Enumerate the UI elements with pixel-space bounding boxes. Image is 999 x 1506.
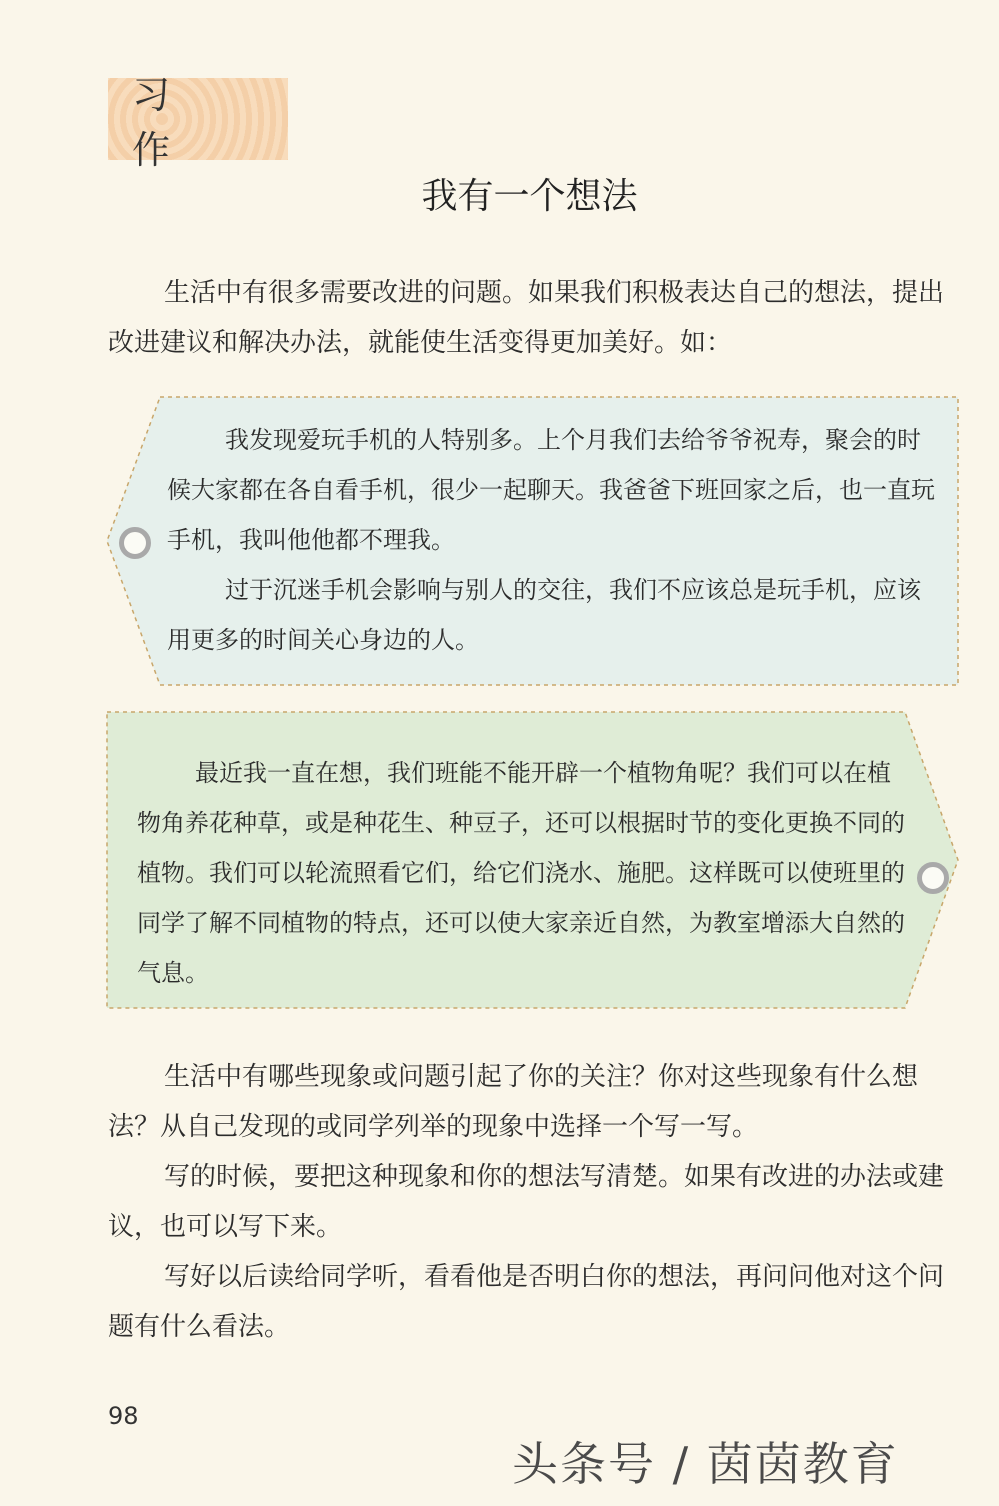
example-paragraph: 我发现爱玩手机的人特别多。上个月我们去给爷爷祝寿，聚会的时候大家都在各自看手机，很少一起聊天。我爸爸下班回家之后，也一直玩手机，我叫他他都不理我。	[167, 426, 935, 554]
section-badge	[108, 73, 288, 172]
tag-hole-icon	[119, 527, 151, 559]
instruction-paragraph: 写的时候，要把这种现象和你的想法写清楚。如果有改进的办法或建议，也可以写下来。	[108, 1162, 945, 1242]
example-paragraph: 过于沉迷手机会影响与别人的交往，我们不应该总是玩手机，应该用更多的时间关心身边的人。	[167, 576, 921, 654]
watermark: 头条号 / 茵茵教育	[512, 1437, 899, 1491]
page-number: 98	[108, 1402, 139, 1430]
instruction-paragraph: 写好以后读给同学听，看看他是否明白你的想法，再问问他对这个问题有什么看法。	[108, 1262, 945, 1342]
instruction-paragraph: 生活中有哪些现象或问题引起了你的关注？你对这些现象有什么想法？从自己发现的或同学列举的现象中选择一个写一写。	[108, 1062, 919, 1142]
tag-hole-icon	[917, 862, 949, 894]
instructions	[108, 1052, 958, 1352]
page-title: 我有一个想法	[421, 176, 638, 217]
example-card-phone	[105, 395, 960, 687]
section-label: 习 作	[132, 73, 201, 172]
example-card-plants	[105, 710, 960, 1010]
example-text	[137, 748, 907, 998]
example-paragraph: 最近我一直在想，我们班能不能开辟一个植物角呢？我们可以在植物角养花种草，或是种花生、种豆子，还可以根据时节的变化更换不同的植物。我们可以轮流照看它们，给它们浇水、施肥。这样既可以使班里的同学了解不同植物的特点，还可以使大家亲近自然，为教室增添大自然的气息。	[137, 759, 905, 987]
intro-paragraph: 生活中有很多需要改进的问题。如果我们积极表达自己的想法，提出改进建议和解决办法，就能使生活变得更加美好。如：	[108, 278, 945, 358]
example-text	[167, 415, 937, 665]
